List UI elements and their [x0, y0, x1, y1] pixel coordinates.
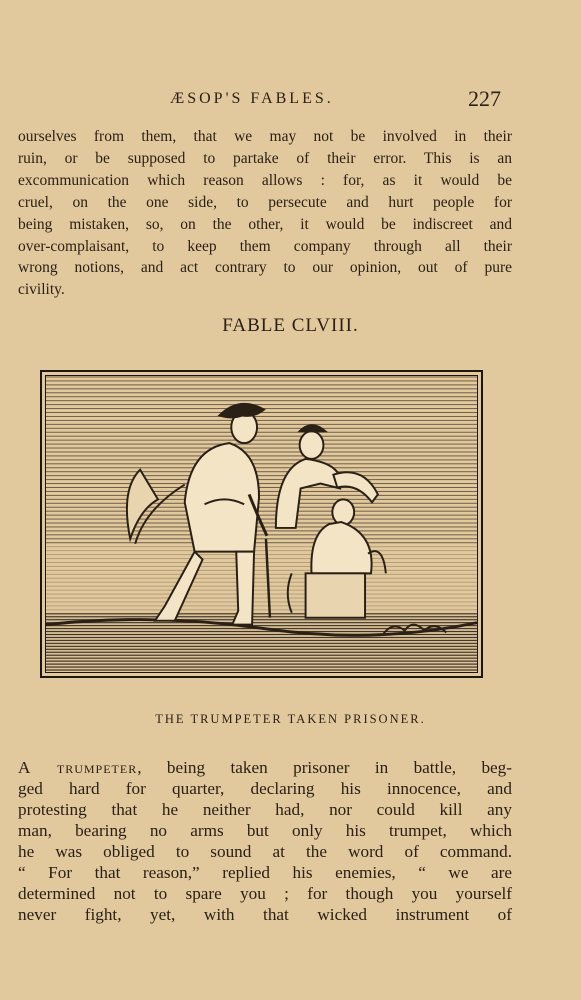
text-line: being mistaken, so, on the other, it would be indiscreet and	[18, 215, 512, 233]
text-line: excommunication which reason allows : for, as it would be	[18, 171, 512, 189]
text-line: cruel, on the one side, to persecute and hurt people for	[18, 193, 512, 211]
text-line: he was obliged to sound at the word of command.	[18, 842, 512, 861]
text-line: “ For that reason,” replied his enemies, “ we are	[18, 863, 512, 882]
fable-heading: FABLE CLVIII.	[222, 315, 359, 336]
woodcut-illustration	[40, 370, 483, 678]
fable-body	[18, 757, 512, 925]
text-line: determined not to spare you ; for though you yourself	[18, 884, 512, 903]
text-line: over-complaisant, to keep them company through all their	[18, 237, 512, 255]
text-line: never fight, yet, with that wicked instrument of	[18, 905, 512, 924]
text-line: ourselves from them, that we may not be involved in their	[18, 128, 512, 145]
page-number: 227	[468, 86, 501, 111]
text-line	[18, 757, 512, 778]
text-line: wrong notions, and act contrary to our opinion, out of pure	[18, 259, 512, 277]
text-line: ruin, or be supposed to partake of their error. This is an	[18, 149, 512, 167]
text-line: protesting that he neither had, nor could kill any	[18, 800, 512, 819]
illustration-caption: THE TRUMPETER TAKEN PRISONER.	[155, 712, 426, 726]
fable-lead-word: A trumpeter	[18, 758, 138, 777]
text-line-rest: , being taken prisoner in battle, beg-	[137, 758, 512, 777]
text-line: ged hard for quarter, declaring his innocence, and	[18, 779, 512, 798]
woodcut-illustration-drawing	[46, 376, 477, 672]
continued-paragraph	[18, 126, 512, 301]
text-line: civility.	[18, 281, 65, 299]
text-line: man, bearing no arms but only his trumpet, which	[18, 821, 512, 840]
running-title: ÆSOP'S FABLES.	[170, 90, 334, 107]
running-head	[0, 88, 581, 112]
